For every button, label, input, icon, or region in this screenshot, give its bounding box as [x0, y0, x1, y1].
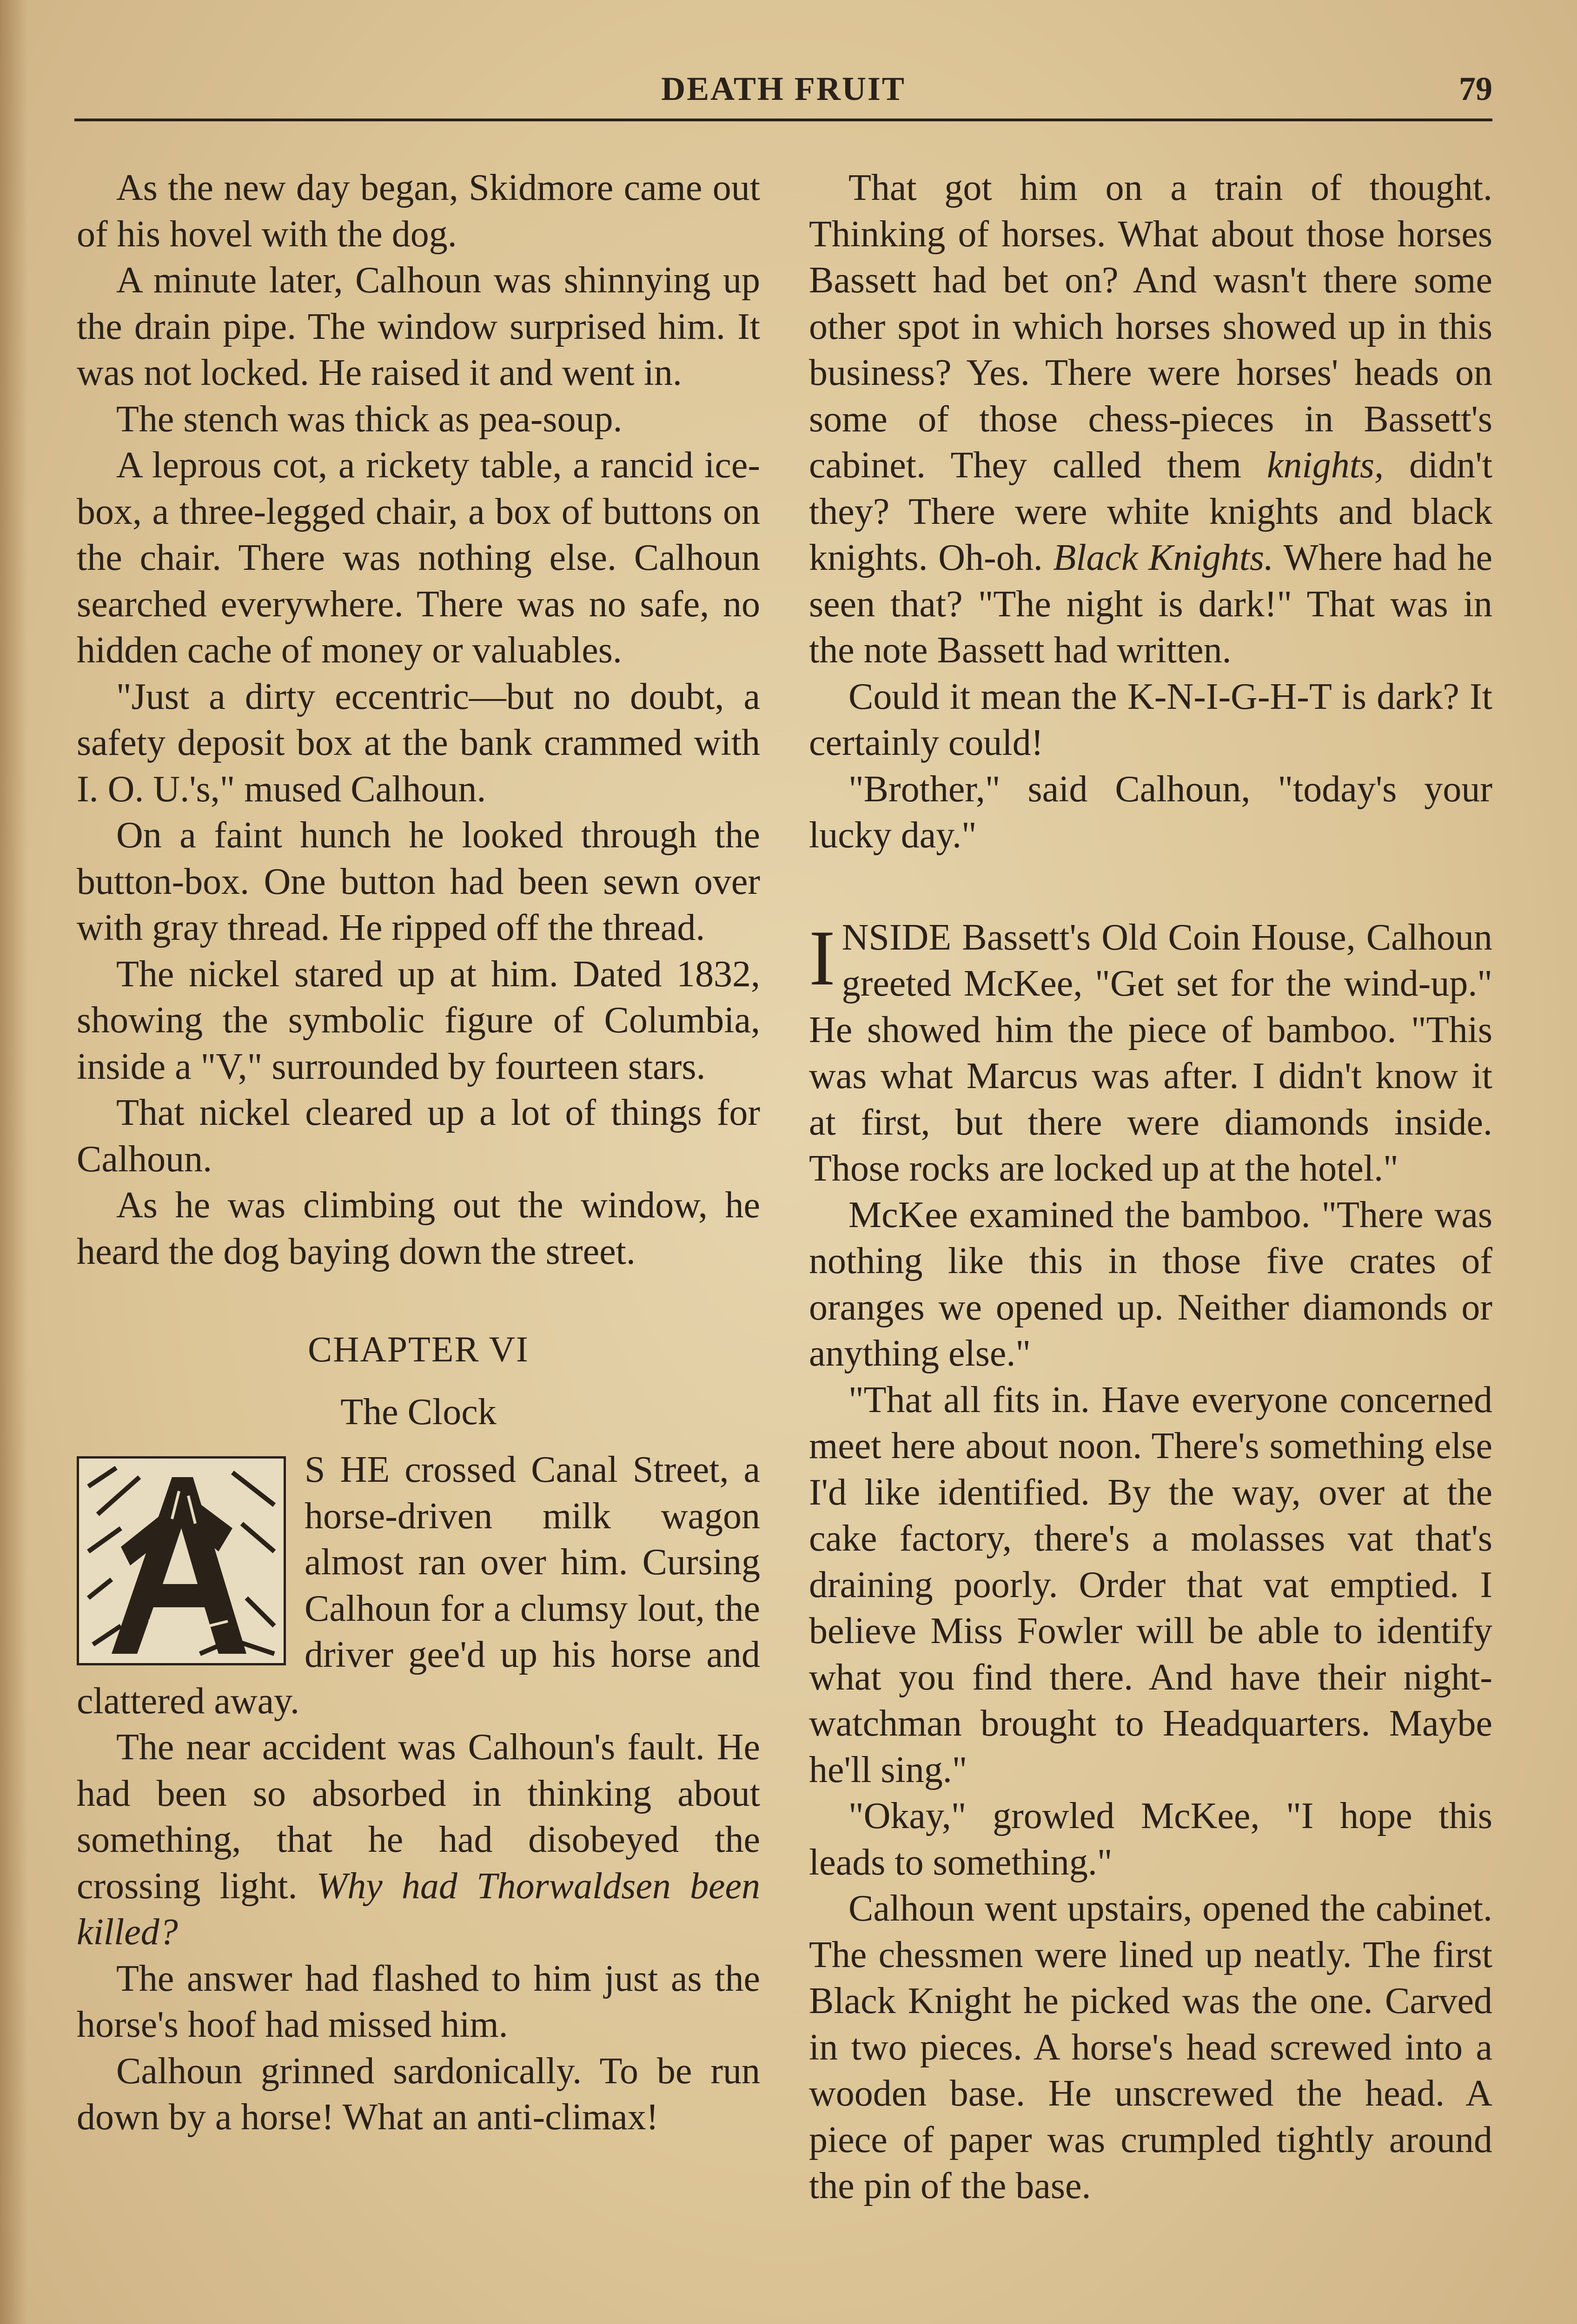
paragraph: The stench was thick as pea-soup.: [116, 398, 623, 440]
paragraph-chapter-opening: S HE crossed Canal Street, a horse-driven milk wagon almost ran over him. Cursing Calhoun for a clumsy lout, the driver gee'd up his horse and clattered away.: [77, 1449, 760, 1722]
paragraph: "That all fits in. Have everyone concerned meet here about noon. There's something else I'd like identified. By the way, over at the cake factory, there's a molasses vat that's draining poorly. Order that vat emptied. I believe Miss Fowler will be able to identify what you find there. And have their night-watchman brought to Headquarters. Maybe he'll sing.": [809, 1379, 1492, 1790]
paragraph-text: Where had he seen that? "The night is dark!" That was in the note Bassett had written.: [809, 537, 1493, 671]
paragraph: Could it mean the K-N-I-G-H-T is dark? It certainly could!: [809, 676, 1492, 763]
paragraph-text: That got him on a train of thought. Thinking of horses. What about those horses Bassett had bet on? And wasn't there some other spot in which horses showed up in this business? Yes. There were horses' heads on some of those chess-pieces in Bassett's cabinet. They called them: [809, 167, 1492, 486]
italic-text: Why had Thorwaldsen been killed?: [77, 1865, 761, 1953]
chapter-heading: CHAPTER VI: [308, 1329, 529, 1369]
paragraph-text: didn't they? There were white knights and black knights. Oh-oh.: [809, 445, 1493, 578]
paragraph: That nickel cleared up a lot of things for Calhoun.: [77, 1092, 760, 1180]
paragraph: As he was climbing out the window, he heard the dog baying down the street.: [77, 1185, 760, 1272]
paragraph: A minute later, Calhoun was shinnying up the drain pipe. The window surprised him. It was not locked. He raised it and went in.: [77, 260, 760, 393]
woodcut-a-icon: [79, 1459, 284, 1663]
paragraph: [809, 165, 1492, 674]
section-break: [809, 859, 1492, 915]
paragraph: On a faint hunch he looked through the button-box. One button had been sewn over with gray thread. He ripped off the thread.: [77, 815, 760, 948]
page-edge-shadow: [0, 0, 28, 2324]
woodcut-initial-a-image: [77, 1456, 286, 1665]
paragraph: As the new day began, Skidmore came out of his hovel with the dog.: [77, 167, 760, 255]
paragraph-text: NSIDE Bassett's Old Coin House, Calhoun greeted McKee, "Get set for the wind-up." He showed him the piece of bamboo. "This was what Marcus was after. I didn't know it at first, but there were diamonds inside. Those rocks are locked up at the hotel.": [809, 917, 1492, 1189]
italic-text: knights,: [1267, 445, 1384, 486]
running-title: DEATH FRUIT: [661, 70, 906, 107]
page-header: [74, 65, 1492, 112]
paragraph-section-opening: [809, 915, 1492, 1192]
paragraph: "Brother," said Calhoun, "today's your lucky day.": [809, 768, 1492, 856]
paragraph: [77, 1724, 760, 1956]
paragraph: McKee examined the bamboo. "There was nothing like this in those five crates of oranges we opened up. Neither diamonds or anything else.": [809, 1194, 1492, 1374]
italic-text: Black Knights.: [1053, 537, 1274, 578]
right-column: [809, 165, 1492, 2210]
paragraph-text: The near accident was Calhoun's fault. He had been so absorbed in thinking about something, that he had disobeyed the crossing light.: [77, 1727, 760, 1907]
left-column: [77, 165, 760, 2141]
chapter-title: The Clock: [340, 1392, 497, 1433]
header-rule: [74, 119, 1492, 121]
paragraph: Calhoun went upstairs, opened the cabinet. The chessmen were lined up neatly. The first Black Knight he picked was the one. Carved in two pieces. A horse's head screwed into a wooden base. He unscrewed the head. A piece of paper was crumpled tightly around the pin of the base.: [809, 1888, 1492, 2206]
page-number: 79: [1459, 70, 1492, 107]
paragraph: The nickel stared up at him. Dated 1832, showing the symbolic figure of Columbia, inside a "V," surrounded by fourteen stars.: [77, 953, 760, 1087]
paragraph: "Just a dirty eccentric—but no doubt, a safety deposit box at the bank crammed with I. O. U.'s," mused Calhoun.: [77, 676, 760, 810]
paragraph: Calhoun grinned sardonically. To be run down by a horse! What an anti-climax!: [77, 2050, 760, 2138]
initial-capital: I: [809, 914, 835, 1002]
paragraph: "Okay," growled McKee, "I hope this leads to something.": [809, 1796, 1492, 1883]
paragraph: A leprous cot, a rickety table, a rancid ice-box, a three-legged chair, a box of buttons on the chair. There was nothing else. Calhoun searched everywhere. There was no safe, no hidden cache of money or valuables.: [77, 445, 760, 671]
paragraph: The answer had flashed to him just as the horse's hoof had missed him.: [77, 1958, 760, 2045]
